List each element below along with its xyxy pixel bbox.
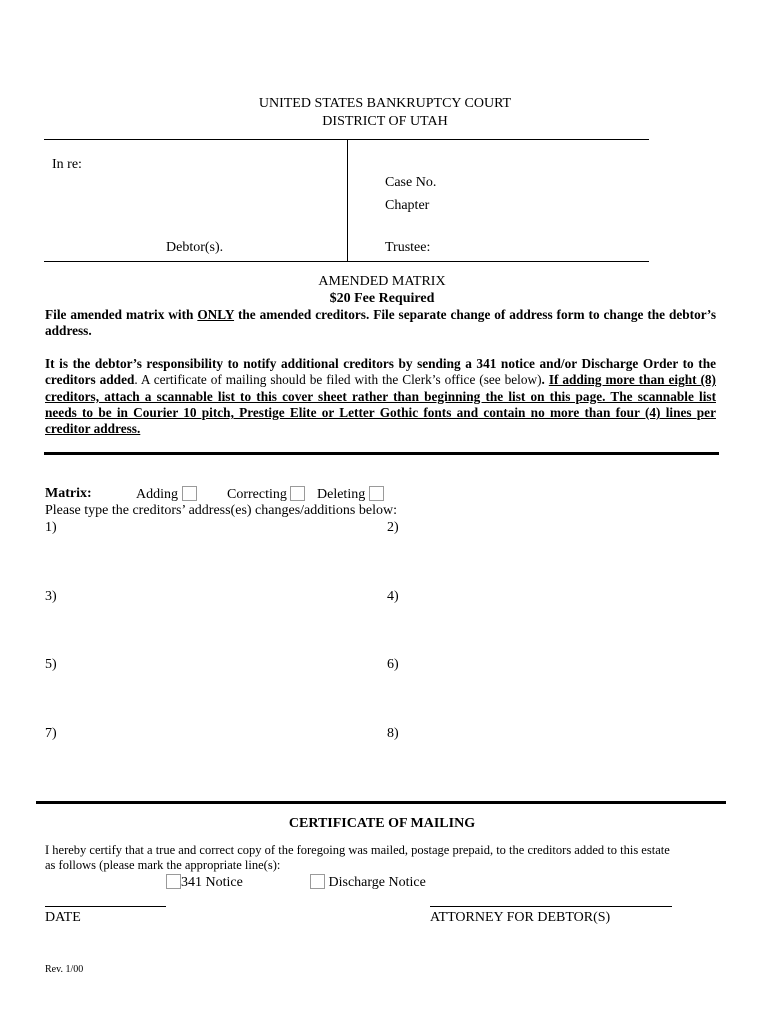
creditor-entry-3[interactable]: 3) — [45, 589, 57, 604]
court-name: UNITED STATES BANKRUPTCY COURT — [258, 96, 512, 111]
fee-required: $20 Fee Required — [329, 291, 435, 306]
instruction-1-text-a: File amended matrix with — [45, 307, 198, 322]
instruction-1-only: ONLY — [197, 307, 235, 322]
option-deleting[interactable] — [317, 486, 384, 503]
discharge-notice-label: Discharge Notice — [328, 875, 426, 890]
trustee-label: Trustee: — [385, 240, 431, 255]
date-signature-line[interactable] — [45, 906, 166, 907]
deleting-label: Deleting — [317, 487, 366, 502]
debtors-label: Debtor(s). — [166, 240, 224, 255]
adding-checkbox[interactable] — [182, 486, 197, 501]
matrix-label: Matrix: — [45, 486, 92, 501]
revision-footer: Rev. 1/00 — [45, 964, 84, 975]
caption-bottom-rule — [44, 261, 649, 262]
in-re-label: In re: — [52, 157, 82, 172]
certificate-text — [45, 843, 725, 873]
notice-341-label: 341 Notice — [181, 875, 243, 890]
notice-341-option[interactable] — [166, 874, 243, 891]
certificate-rule-thick — [36, 801, 726, 804]
date-label: DATE — [45, 910, 81, 925]
deleting-checkbox[interactable] — [369, 486, 384, 501]
creditor-entry-7[interactable]: 7) — [45, 726, 57, 741]
correcting-label: Correcting — [227, 487, 287, 502]
discharge-notice-checkbox[interactable] — [310, 874, 325, 889]
adding-label: Adding — [136, 487, 178, 502]
creditor-entry-2[interactable]: 2) — [387, 520, 399, 535]
caption-divider — [347, 140, 348, 262]
instruction-1-text-b: the amended creditors. File separate change of address form to change the debtor’s address. — [45, 307, 716, 339]
correcting-checkbox[interactable] — [290, 486, 305, 501]
creditor-entry-1[interactable]: 1) — [45, 520, 57, 535]
option-correcting[interactable] — [227, 486, 305, 503]
court-district: DISTRICT OF UTAH — [322, 114, 448, 129]
court-header — [0, 95, 770, 131]
creditor-entry-6[interactable]: 6) — [387, 657, 399, 672]
option-adding[interactable] — [136, 486, 197, 503]
instruction-2-responsibility: It is the debtor’s responsibility to notify additional creditors by sending a 341 notice and/or Discharge Order to the creditors added — [45, 356, 716, 388]
certificate-text-line-2: as follows (please mark the appropriate line(s): — [45, 858, 281, 872]
instruction-paragraph-1 — [45, 307, 716, 340]
creditor-entry-8[interactable]: 8) — [387, 726, 399, 741]
instruction-2-certificate: . A certificate of mailing should be filed with the Clerk’s office (see below) — [134, 372, 542, 388]
creditor-entry-5[interactable]: 5) — [45, 657, 57, 672]
notice-341-checkbox[interactable] — [166, 874, 181, 889]
case-no-label: Case No. — [385, 175, 437, 190]
instruction-2-scannable: If adding more than eight (8) creditors, attach a scannable list to this cover sheet rather than beginning the list on this page. The scannable list needs to be in Courier 10 pitch, Prestige Elite or Letter Gothic fonts and contain no more than four (4) lines per creditor address. — [45, 372, 716, 437]
section-rule-thick — [44, 452, 719, 455]
attorney-label: ATTORNEY FOR DEBTOR(S) — [430, 910, 611, 925]
instruction-paragraph-2 — [45, 356, 716, 437]
form-title — [0, 273, 764, 307]
attorney-signature-line[interactable] — [430, 906, 672, 907]
instruction-2-period: . — [541, 372, 549, 388]
certificate-text-line-1: I hereby certify that a true and correct copy of the foregoing was mailed, postage prepaid, to the creditors added to this estate — [45, 843, 670, 857]
creditor-prompt: Please type the creditors’ address(es) changes/additions below: — [45, 503, 397, 518]
amended-matrix-title: AMENDED MATRIX — [318, 274, 446, 289]
discharge-notice-option[interactable] — [310, 874, 426, 891]
certificate-title: CERTIFICATE OF MAILING — [288, 816, 476, 831]
chapter-label: Chapter — [385, 198, 430, 213]
creditor-entry-4[interactable]: 4) — [387, 589, 399, 604]
